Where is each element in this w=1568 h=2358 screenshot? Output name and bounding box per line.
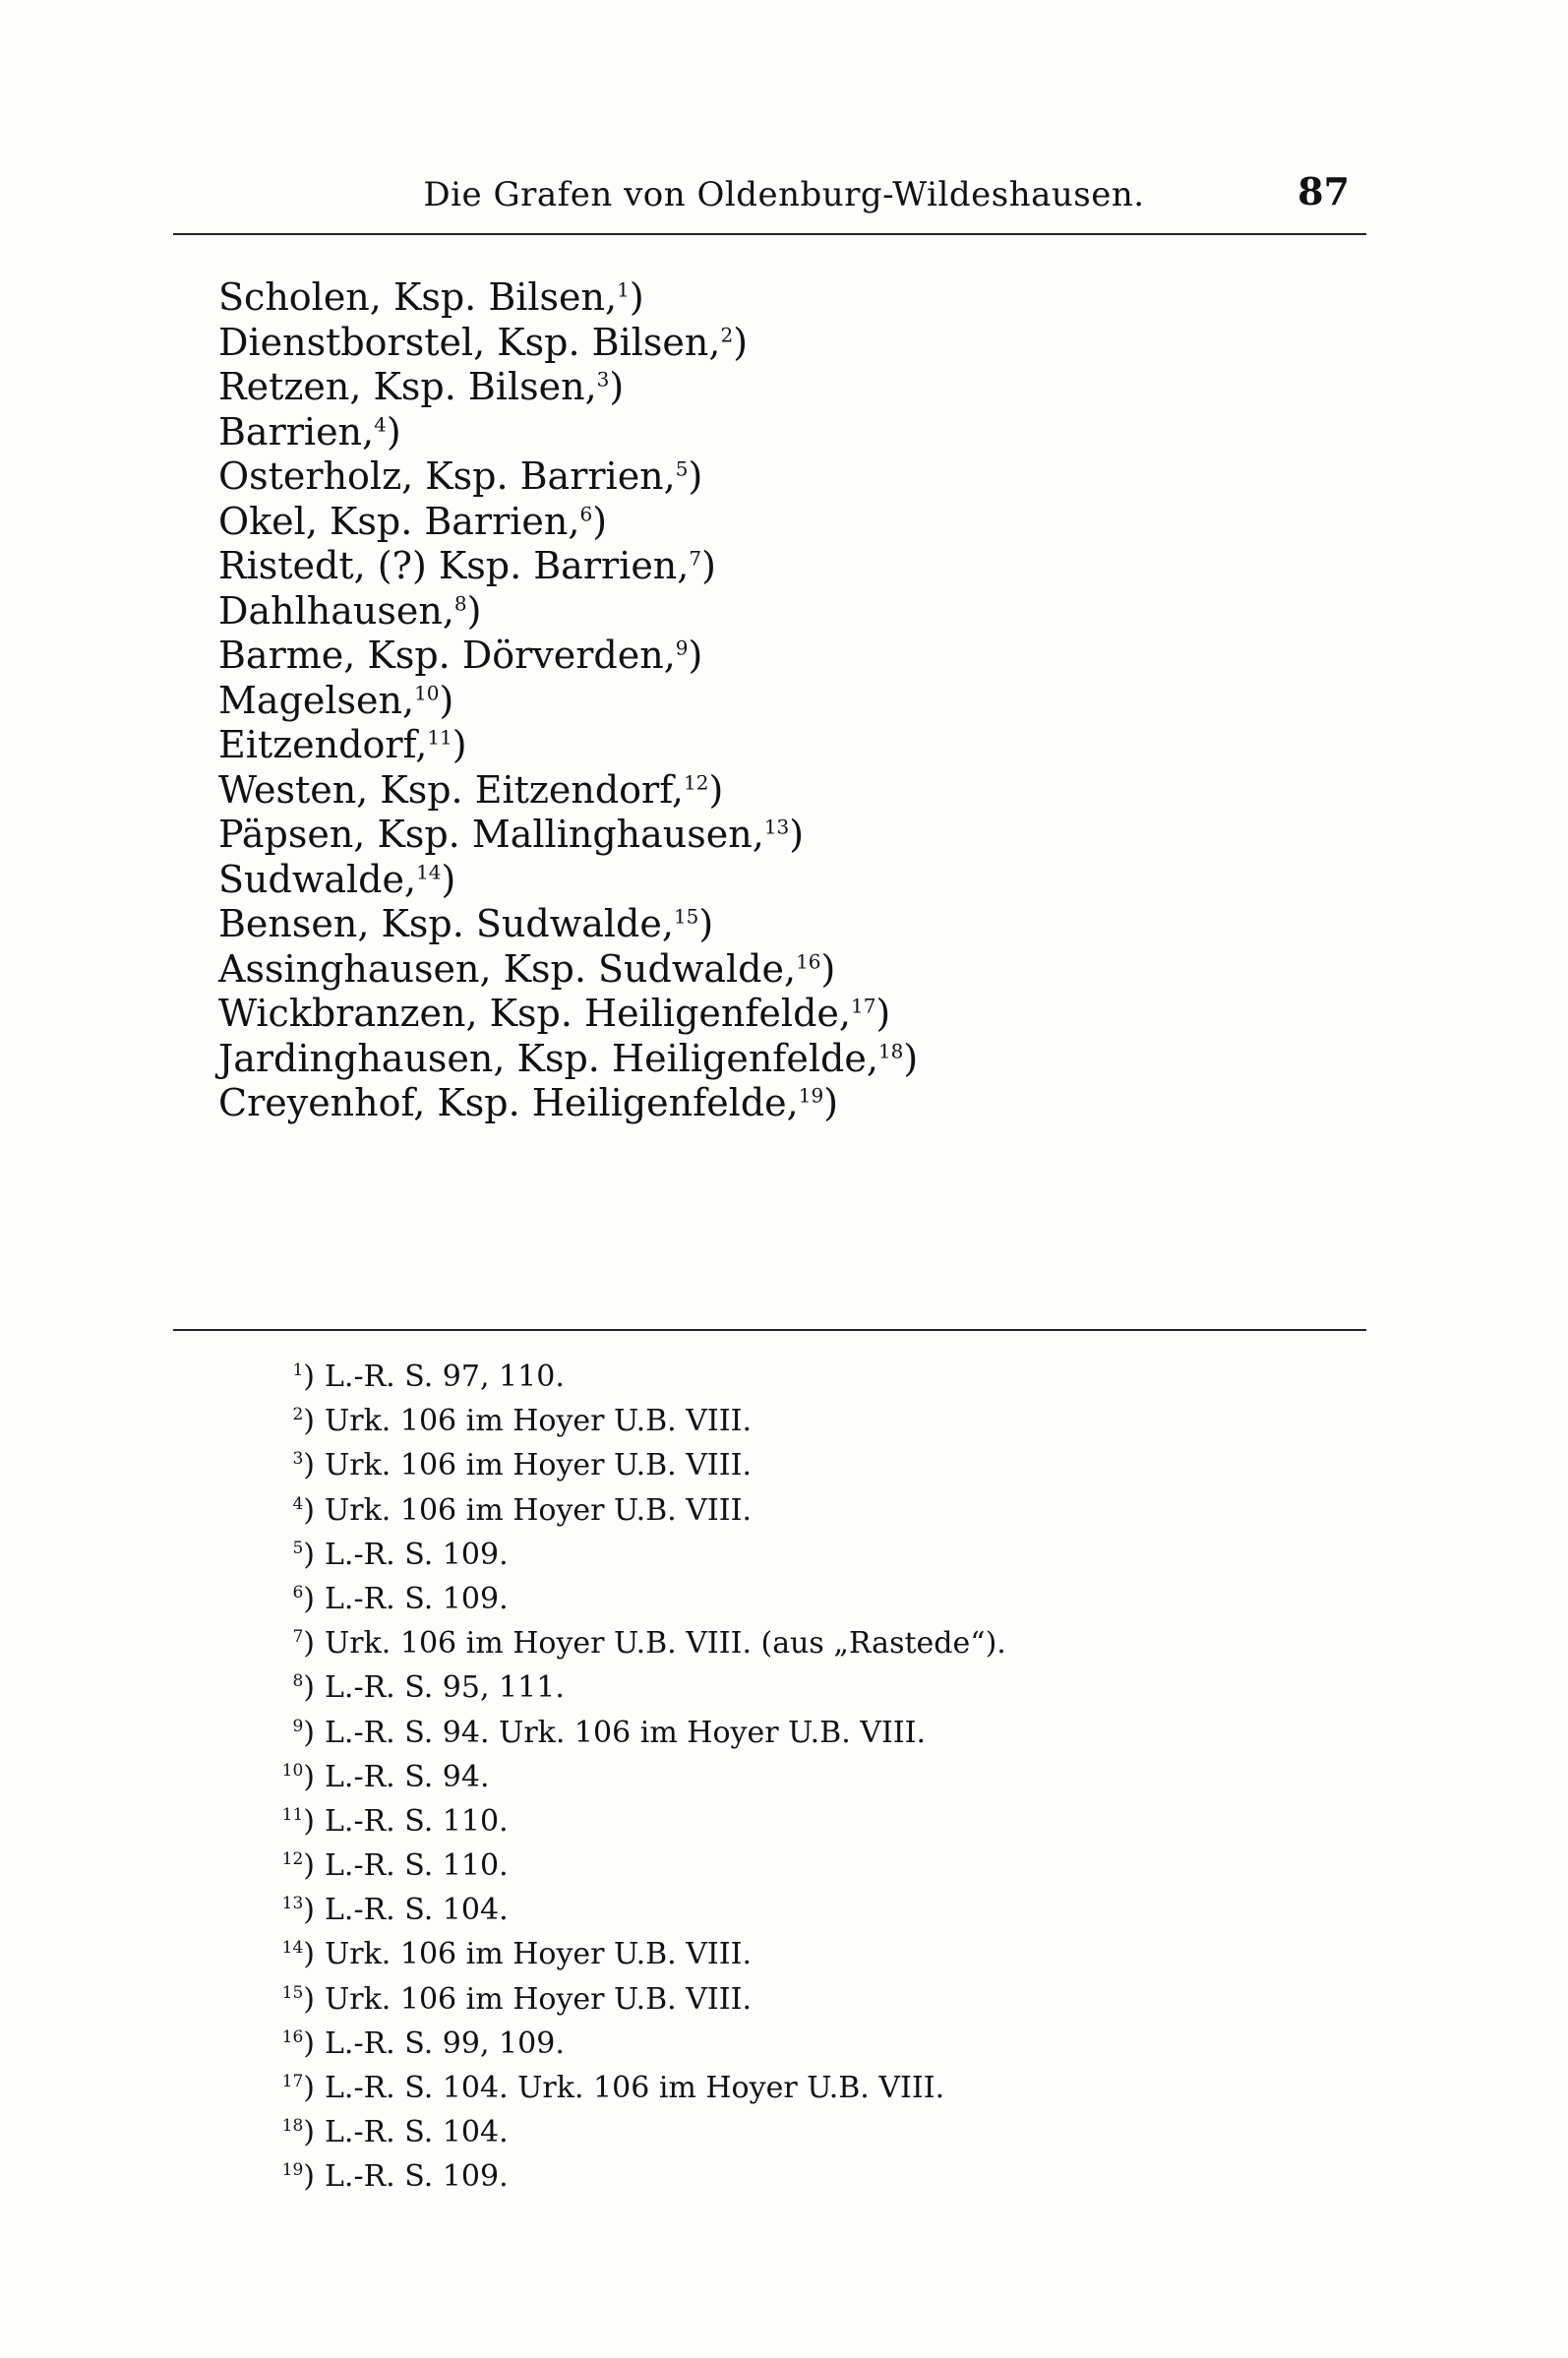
footnote-reference: 15 — [673, 904, 699, 929]
footnote — [260, 1755, 1006, 1799]
place-line — [218, 947, 918, 993]
footnote-reference: 5 — [675, 456, 689, 481]
footnote-text: L.-R. S. 104. — [325, 1893, 509, 1928]
footnote — [260, 1355, 1006, 1399]
place-text: Sudwalde, — [218, 857, 417, 901]
place-line — [218, 723, 918, 768]
place-line — [218, 1037, 918, 1082]
reference-bracket: ) — [609, 365, 625, 408]
footnote — [260, 1844, 1006, 1888]
footnote-number: 6 — [292, 1582, 304, 1602]
footnote-reference: 9 — [675, 635, 689, 660]
place-text: Scholen, Ksp. Bilsen, — [218, 275, 618, 319]
footnote-number: 8 — [292, 1671, 304, 1692]
footnote-text: L.-R. S. 95, 111. — [325, 1670, 565, 1706]
page-number: 87 — [1297, 169, 1350, 213]
place-text: Magelsen, — [218, 678, 415, 722]
reference-bracket: ) — [466, 588, 482, 633]
place-text: Wickbranzen, Ksp. Heiligenfelde, — [218, 992, 851, 1035]
footnote-reference: 2 — [720, 322, 734, 346]
footnote-marker: $^{12}$) — [281, 1848, 315, 1884]
place-text: Päpsen, Ksp. Mallinghausen, — [218, 813, 764, 856]
footnote-reference: 11 — [427, 725, 452, 750]
place-text: Dienstborstel, Ksp. Bilsen, — [218, 320, 721, 364]
footnote-reference: 18 — [877, 1038, 904, 1062]
place-line — [218, 589, 918, 635]
place-text: Ristedt, (?) Ksp. Barrien, — [218, 544, 690, 587]
footnote-number: 5 — [292, 1538, 304, 1558]
footnote-reference: 7 — [689, 546, 702, 571]
footnote-number: 19 — [281, 2160, 304, 2181]
footnote-reference: 19 — [798, 1083, 824, 1108]
footnote-reference: 14 — [416, 859, 442, 883]
place-text: Osterholz, Ksp. Barrien, — [218, 454, 676, 498]
reference-bracket: ) — [820, 946, 836, 991]
place-line — [218, 365, 918, 410]
footnote-reference: 8 — [453, 590, 467, 615]
place-line — [218, 544, 918, 589]
footnote-text: L.-R. S. 104. — [325, 2115, 509, 2150]
footnote-marker: $^2$) — [292, 1404, 315, 1439]
reference-bracket: ) — [452, 723, 467, 766]
footnote-text: Urk. 106 im Hoyer U.B. VIII. — [325, 1492, 752, 1528]
footnote — [260, 1577, 1006, 1621]
place-text: Westen, Ksp. Eitzendorf, — [218, 767, 685, 812]
footnote — [260, 1399, 1006, 1443]
place-line — [218, 902, 918, 947]
header-rule — [173, 233, 1366, 235]
footnote-text: L.-R. S. 97, 110. — [325, 1360, 565, 1394]
footnote-marker: $^{16}$) — [281, 2025, 315, 2061]
reference-bracket: ) — [789, 813, 805, 856]
reference-bracket: ) — [688, 454, 703, 498]
footnote — [260, 2110, 1006, 2154]
footnote-reference: 1 — [617, 277, 630, 302]
place-line — [218, 500, 918, 545]
footnote-marker: $^4$) — [292, 1492, 315, 1528]
footnote-text: L.-R. S. 109. — [325, 2159, 509, 2195]
reference-bracket: ) — [733, 320, 749, 364]
place-line — [218, 992, 918, 1037]
footnote-number: 13 — [281, 1894, 304, 1914]
footnote — [260, 1932, 1006, 1976]
footnote-number: 16 — [281, 2026, 304, 2047]
reference-bracket: ) — [629, 275, 644, 319]
footnote-text: Urk. 106 im Hoyer U.B. VIII. — [325, 1404, 752, 1439]
footnote-reference: 3 — [596, 367, 610, 392]
footnote-list — [260, 1355, 1006, 2200]
footnote-text: L.-R. S. 109. — [325, 1537, 509, 1572]
footnote-text: L.-R. S. 110. — [325, 1848, 509, 1884]
footnote — [260, 2154, 1006, 2199]
footnote-marker: $^1$) — [292, 1360, 315, 1394]
footnote-marker: $^{15}$) — [281, 1981, 315, 2017]
footnote-text: Urk. 106 im Hoyer U.B. VIII. — [325, 1448, 752, 1483]
footnote-number: 11 — [281, 1804, 304, 1825]
footnote — [260, 1665, 1006, 1710]
footnote-marker: $^7$) — [292, 1626, 315, 1662]
footnote-marker: $^{10}$) — [281, 1759, 315, 1794]
place-list — [218, 275, 918, 1126]
place-text: Bensen, Ksp. Sudwalde, — [218, 902, 674, 945]
footnote-marker: $^{13}$) — [281, 1893, 315, 1928]
footnote-marker: $^{18}$) — [281, 2115, 315, 2150]
place-text: Assinghausen, Ksp. Sudwalde, — [218, 946, 797, 991]
footnote-number: 4 — [292, 1493, 304, 1514]
footnote-number: 3 — [292, 1449, 304, 1470]
reference-bracket: ) — [688, 634, 703, 677]
footnote-text: L.-R. S. 110. — [325, 1803, 509, 1839]
footnote — [260, 1488, 1006, 1533]
reference-bracket: ) — [903, 1036, 919, 1080]
reference-bracket: ) — [439, 678, 454, 722]
reference-bracket: ) — [875, 992, 891, 1035]
place-line — [218, 275, 918, 321]
footnote-reference: 17 — [850, 994, 876, 1018]
footnote-marker: $^{17}$) — [281, 2071, 315, 2105]
footnote-number: 12 — [281, 1849, 304, 1870]
place-line — [218, 410, 918, 455]
place-text: Barrien, — [218, 409, 375, 453]
footnote — [260, 1711, 1006, 1755]
footnote-reference: 10 — [414, 680, 440, 704]
reference-bracket: ) — [592, 499, 608, 543]
reference-bracket: ) — [698, 902, 714, 945]
footnote-number: 10 — [281, 1760, 304, 1781]
footnote-reference: 4 — [374, 411, 387, 436]
footnote — [260, 1888, 1006, 1932]
footnote-marker: $^6$) — [292, 1581, 315, 1616]
footnote-marker: $^9$) — [292, 1715, 315, 1750]
running-title: Die Grafen von Oldenburg-Wildeshausen. — [423, 175, 1145, 214]
footnote-marker: $^8$) — [292, 1670, 315, 1706]
footnote-text: L.-R. S. 94. Urk. 106 im Hoyer U.B. VIII. — [325, 1715, 927, 1750]
footnote — [260, 2066, 1006, 2110]
footnote — [260, 1621, 1006, 1665]
footnote — [260, 1533, 1006, 1577]
footnote-number: 2 — [292, 1405, 304, 1425]
reference-bracket: ) — [823, 1081, 839, 1124]
footnote-marker: $^3$) — [292, 1448, 315, 1483]
footnote-number: 14 — [281, 1938, 304, 1959]
footnote-marker: $^5$) — [292, 1537, 315, 1572]
place-line — [218, 454, 918, 500]
place-line — [218, 321, 918, 366]
place-text: Dahlhausen, — [218, 588, 454, 633]
footnote — [260, 1977, 1006, 2022]
footnote — [260, 1443, 1006, 1487]
footnote — [260, 2022, 1006, 2066]
reference-bracket: ) — [386, 409, 401, 453]
place-line — [218, 858, 918, 903]
footnote-number: 18 — [281, 2116, 304, 2137]
place-text: Creyenhof, Ksp. Heiligenfelde, — [218, 1081, 799, 1124]
place-text: Retzen, Ksp. Bilsen, — [218, 365, 597, 408]
footnote-number: 17 — [281, 2072, 304, 2091]
footnote-marker: $^{19}$) — [281, 2159, 315, 2195]
footnote-number: 7 — [292, 1627, 304, 1648]
footnote-number: 9 — [292, 1716, 304, 1736]
place-text: Jardinghausen, Ksp. Heiligenfelde, — [218, 1036, 878, 1080]
footnote-reference: 13 — [763, 815, 790, 839]
footnote — [260, 1799, 1006, 1844]
footnote-marker: $^{14}$) — [281, 1937, 315, 1972]
footnote-number: 1 — [292, 1360, 304, 1380]
footnote-text: Urk. 106 im Hoyer U.B. VIII. — [325, 1981, 752, 2017]
footnote-reference: 12 — [684, 769, 709, 794]
place-text: Barme, Ksp. Dörverden, — [218, 634, 676, 677]
reference-bracket: ) — [441, 857, 456, 901]
place-text: Eitzendorf, — [218, 723, 428, 766]
reference-bracket: ) — [701, 544, 716, 587]
place-line — [218, 679, 918, 724]
footnote-number: 15 — [281, 1982, 304, 2003]
footnote-text: Urk. 106 im Hoyer U.B. VIII. — [325, 1937, 752, 1972]
footnote-marker: $^{11}$) — [281, 1803, 315, 1839]
footnote-separator — [173, 1329, 1366, 1331]
reference-bracket: ) — [708, 767, 724, 812]
footnote-reference: 16 — [796, 948, 821, 973]
footnote-text: L.-R. S. 104. Urk. 106 im Hoyer U.B. VIII. — [325, 2071, 945, 2105]
footnote-text: L.-R. S. 99, 109. — [325, 2025, 565, 2061]
footnote-text: L.-R. S. 109. — [325, 1581, 509, 1616]
place-text: Okel, Ksp. Barrien, — [218, 499, 580, 543]
place-line — [218, 1081, 918, 1126]
place-line — [218, 634, 918, 679]
footnote-reference: 6 — [579, 501, 593, 525]
footnote-text: L.-R. S. 94. — [325, 1759, 490, 1794]
place-line — [218, 813, 918, 858]
footnote-text: Urk. 106 im Hoyer U.B. VIII. (aus „Rastede“). — [325, 1626, 1006, 1662]
place-line — [218, 768, 918, 814]
